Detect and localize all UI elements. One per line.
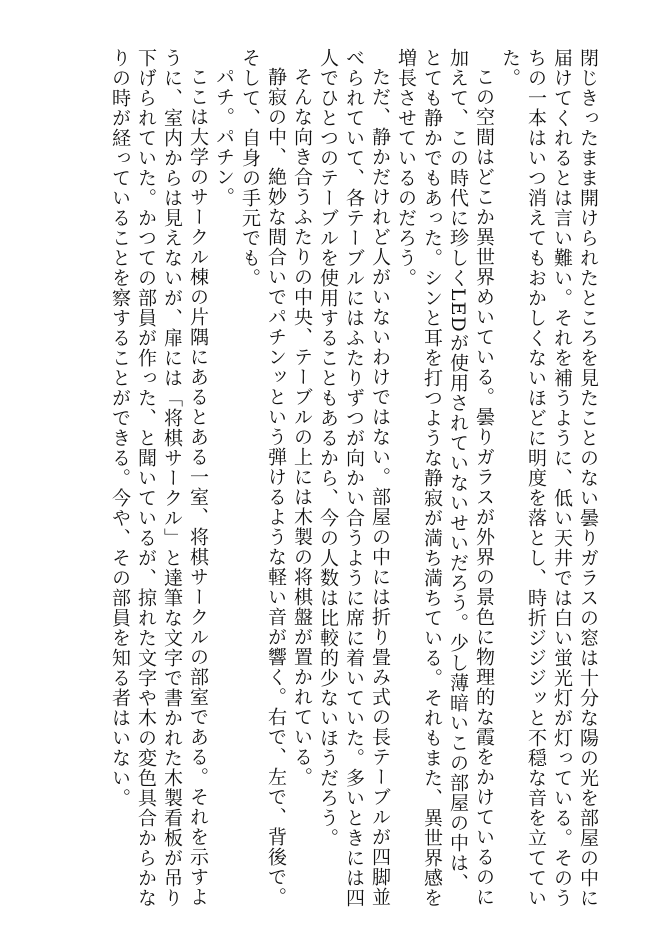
paragraph-2: この空間はどこか異世界めいている。曇りガラスが外界の景色に物理的な霞をかけているのに加えて、この時代に珍しくLEDが使用されていないせいだろう。少し薄暗いこの部屋の中は、とても静かでもあった。シンと耳を打つような静寂が満ち満ちている。それもまた、異世界感を増長させているのだろう。 bbox=[395, 48, 495, 908]
paragraph-5: 静寂の中、絶妙な間合いでパチンッという弾けるような軽い音が響く。右で、左で、背後で。そして、自身の手元でも。 bbox=[239, 48, 287, 907]
paragraph-1: 閉じきったまま開けられたところを見たことのない曇りガラスの窓は十分な陽の光を部屋の中に届けてくれるとは言い難い。それを補うように、低い天井では白い蛍光灯が灯っている。そのうちの一本はいつ消えてもおかしくないほどに明度を落とし、時折ジジジッと不穏な音を立てていた。 bbox=[499, 48, 599, 908]
paragraph-4: そんな向き合うふたりの中央、テーブルの上には木製の将棋盤が置かれている。 bbox=[291, 67, 313, 787]
paragraph-7: ここは大学のサークル棟の片隅にあるとある一室、将棋サークルの部室である。それを示すように、室内からは見えないが、扉には「将棋サークル」と達筆な文字で書かれた木製看板が吊り下げられていた。かつての部員が作った、と聞いているが、掠れた文字や木の変色具合からかなりの時が経っていることを察することができる。今や、その部員を知る者はいない。 bbox=[109, 48, 209, 908]
paragraph-3: ただ、静かだけれど人がいないわけではない。部屋の中には折り畳み式の長テーブルが四脚並べられていて、各テーブルにはふたりずつが向かい合うように席に着いていた。多いときには四人でひとつのテーブルを使用することもあるから、今の人数は比較的少ないほうだろう。 bbox=[317, 48, 391, 908]
vertical-text-block bbox=[41, 48, 601, 908]
paragraph-6: パチ。パチン。 bbox=[213, 67, 235, 207]
